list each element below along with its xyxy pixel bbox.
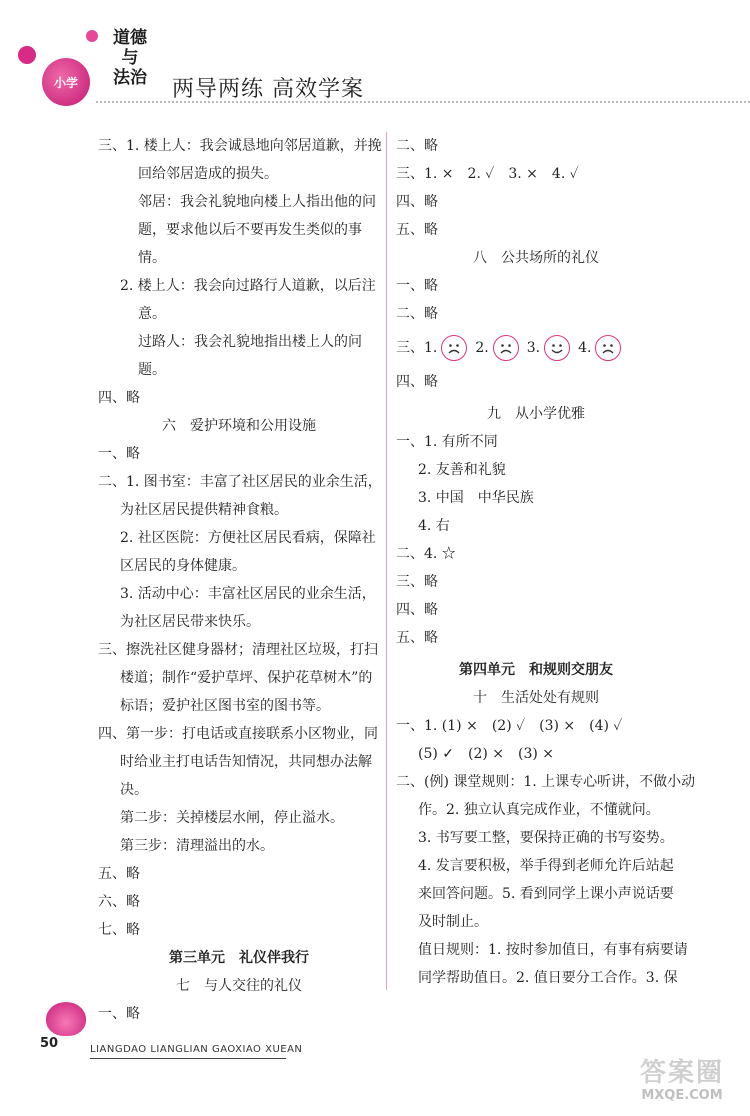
section-10-title: 十 生活处处有规则 <box>473 690 599 706</box>
answer-line: 第三单元 礼仪伴我行 <box>169 950 309 966</box>
answer-line: 邻居：我会礼貌地向楼上人指出他的问 <box>138 194 376 210</box>
answer-line: 时给业主打电话告知情况，共同想办法解 <box>120 754 372 770</box>
logo-title-line1: 道德 <box>113 28 147 48</box>
answer-line: 六 爱护环境和公用设施 <box>162 418 316 434</box>
answer-line: 区居民的身体健康。 <box>120 558 246 574</box>
watermark <box>622 1058 742 1103</box>
answer-line: 题。 <box>138 362 166 378</box>
answer-line: 一、略 <box>98 1006 140 1022</box>
answer-line: 情。 <box>138 250 166 266</box>
answer-line: 第二步：关掉楼层水闸，停止溢水。 <box>120 810 344 826</box>
logo-title-line2: 与 <box>121 48 139 68</box>
answer-line: 二、1. 图书室：丰富了社区居民的业余生活， <box>98 474 382 490</box>
answer-line: 三、略 <box>396 574 438 590</box>
smiley-face-icon <box>544 335 570 361</box>
book-series-title: 两导两练 高效学案 <box>172 77 364 102</box>
answer-line: 二、略 <box>396 138 438 154</box>
answer-line: 标语；爱护社区图书室的图书等。 <box>120 698 330 714</box>
answer-line: 3. 中国 中华民族 <box>418 490 534 506</box>
right-column <box>396 132 696 992</box>
column-divider <box>386 132 387 990</box>
answer-line: 四、略 <box>396 194 438 210</box>
logo-school-label: 小学 <box>53 76 78 90</box>
faces-answer-row <box>396 328 676 368</box>
answer-line: 三、1. × 2. ✓ 3. × 4. ✓ <box>396 166 579 182</box>
answer-line: 及时制止。 <box>418 914 488 930</box>
answer-line: 3. 书写要工整，要保持正确的书写姿势。 <box>418 830 674 846</box>
unit-4-title: 第四单元 和规则交朋友 <box>459 662 613 678</box>
face-label: 1. <box>424 340 438 356</box>
section-9-title: 九 从小学优雅 <box>487 406 585 422</box>
answer-line: 二、(例) 课堂规则：1. 上课专心听讲，不做小动 <box>396 774 696 790</box>
answer-line: 同学帮助值日。2. 值日要分工合作。3. 保 <box>418 970 678 986</box>
answer-line: 过路人：我会礼貌地指出楼上人的问 <box>138 334 362 350</box>
answer-line: 为社区居民提供精神食粮。 <box>120 502 288 518</box>
watermark-line2: MXQE.COM <box>641 1088 723 1103</box>
header-divider <box>96 101 750 103</box>
answer-line: 四、略 <box>98 390 140 406</box>
answer-line: 作。2. 独立认真完成作业，不懂就问。 <box>418 802 660 818</box>
page-number: 50 <box>40 1036 59 1051</box>
answer-line: 三、1. 楼上人：我会诚恳地向邻居道歉，并挽 <box>98 138 382 154</box>
page-header <box>0 0 750 110</box>
answer-line: (5) ✓ (2) × (3) × <box>418 746 555 762</box>
answer-line: 决。 <box>120 782 148 798</box>
answer-line: 意。 <box>138 306 166 322</box>
answer-line: 回给邻居造成的损失。 <box>138 166 278 182</box>
answer-line: 六、略 <box>98 894 140 910</box>
section-8-title: 八 公共场所的礼仪 <box>473 250 599 266</box>
answer-line: 二、4. ☆ <box>396 546 456 562</box>
footer-underline <box>90 1058 286 1059</box>
answer-line: 一、1. 有所不同 <box>396 434 498 450</box>
face-label: 3. <box>526 340 541 356</box>
answer-line: 来回答问题。5. 看到同学上课小声说话要 <box>418 886 674 902</box>
sad-face-icon <box>595 335 621 361</box>
left-column <box>98 132 380 1028</box>
answer-line: 四、略 <box>396 374 438 390</box>
answer-line: 4. 右 <box>418 518 450 534</box>
owl-mascot-icon <box>46 1002 86 1036</box>
answer-line: 4. 发言要积极，举手得到老师允许后站起 <box>418 858 674 874</box>
answer-line: 题，要求他以后不要再发生类似的事 <box>138 222 362 238</box>
answer-line: 一、略 <box>396 278 438 294</box>
answer-line: 四、第一步：打电话或直接联系小区物业，同 <box>98 726 378 742</box>
answer-line: 楼道；制作“爱护草坪、保护花草树木”的 <box>120 670 373 686</box>
watermark-line1: 答案圈 <box>639 1058 724 1088</box>
answer-line: 七、略 <box>98 922 140 938</box>
faces-prefix: 三、 <box>396 340 424 356</box>
answer-line: 五、略 <box>396 630 438 646</box>
answer-line: 二、略 <box>396 306 438 322</box>
answer-line: 一、1. (1) × (2) ✓ (3) × (4) ✓ <box>396 718 623 734</box>
sad-face-icon <box>441 335 467 361</box>
answer-line: 值日规则：1. 按时参加值日，有事有病要请 <box>418 942 688 958</box>
answer-line: 2. 楼上人：我会向过路行人道歉，以后注 <box>120 278 376 294</box>
answer-line: 3. 活动中心：丰富社区居民的业余生活， <box>120 586 376 602</box>
logo-dot-small <box>18 46 36 64</box>
answer-line: 三、擦洗社区健身器材；清理社区垃圾，打扫 <box>98 642 378 658</box>
logo-title-line3: 法治 <box>113 68 147 88</box>
answer-line: 五、略 <box>396 222 438 238</box>
answer-line: 七 与人交往的礼仪 <box>176 978 302 994</box>
sad-face-icon <box>493 335 519 361</box>
answer-line: 第三步：清理溢出的水。 <box>120 838 274 854</box>
face-label: 2. <box>475 340 489 356</box>
logo-subject-title <box>84 28 176 88</box>
answer-line: 2. 社区医院：方便社区居民看病，保障社 <box>120 530 376 546</box>
footer-series-text: LIANGDAO LIANGLIAN GAOXIAO XUEAN <box>90 1044 303 1055</box>
face-label: 4. <box>578 340 592 356</box>
answer-line: 五、略 <box>98 866 140 882</box>
answer-line: 2. 友善和礼貌 <box>418 462 506 478</box>
answer-line: 一、略 <box>98 446 140 462</box>
answer-line: 四、略 <box>396 602 438 618</box>
answer-line: 为社区居民带来快乐。 <box>120 614 260 630</box>
